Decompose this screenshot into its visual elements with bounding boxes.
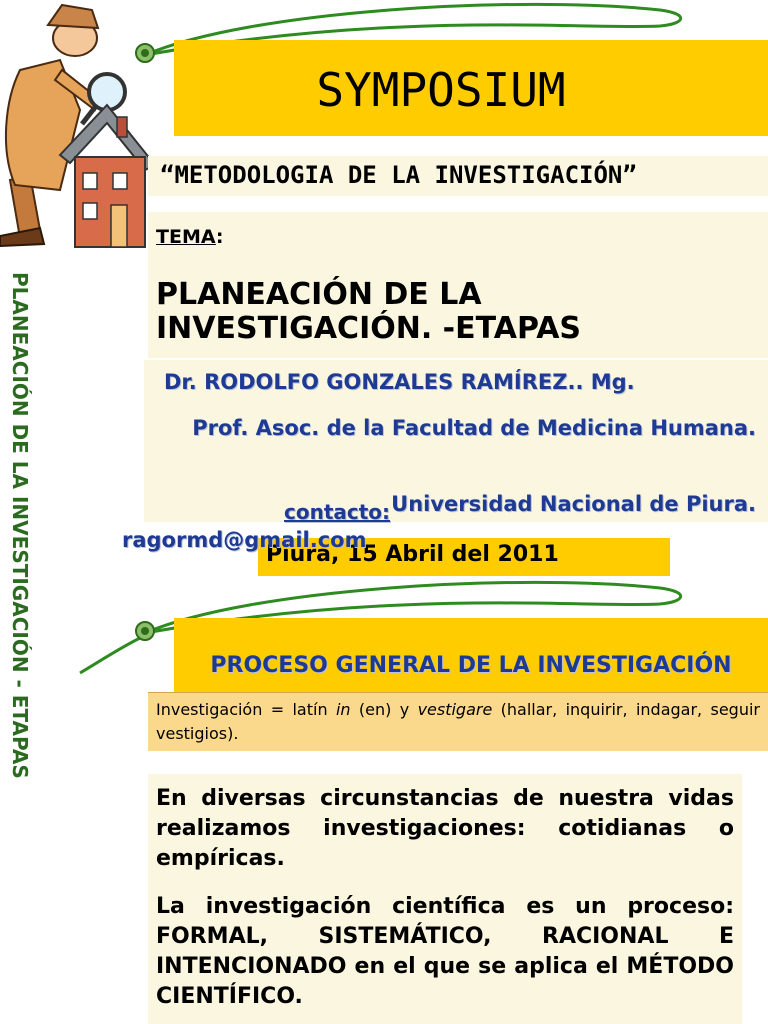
contact-email[interactable]: ragormd@gmail.com (122, 528, 367, 552)
definition-text: Investigación = latín in (en) y vestigare (hallar, inquirir, indagar, seguir vestigios). (156, 700, 760, 743)
house-clipart (55, 95, 160, 255)
contact-label: contacto: (284, 500, 391, 524)
slide-title: SYMPOSIUM (316, 63, 566, 117)
presentation-date: Piura, 15 Abril del 2011 (266, 542, 559, 567)
topic-label: TEMA: (156, 226, 224, 248)
process-heading: PROCESO GENERAL DE LA INVESTIGACIÓN (210, 653, 732, 678)
slide-subtitle: “METODOLOGIA DE LA INVESTIGACIÓN” (160, 161, 637, 189)
author-position: Prof. Asoc. de la Facultad de Medicina Humana. (192, 416, 756, 440)
body-paragraph-1: En diversas circunstancias de nuestra vidas realizamos investigaciones: cotidianas o empíricas. (156, 786, 734, 871)
topic-title: PLANEACIÓN DE LA INVESTIGACIÓN. -ETAPAS (156, 277, 582, 346)
author-name: Dr. RODOLFO GONZALES RAMÍREZ.. Mg. (164, 370, 635, 394)
vertical-side-title: PLANEACIÓN DE LA INVESTIGACIÓN - ETAPAS (8, 272, 32, 779)
body-paragraph-2: La investigación científica es un proceso: FORMAL, SISTEMÁTICO, RACIONAL E INTENCIONADO en el que se aplica el MÉTODO CIENTÍFICO. (156, 894, 734, 1009)
author-university: Universidad Nacional de Piura. (391, 492, 756, 516)
